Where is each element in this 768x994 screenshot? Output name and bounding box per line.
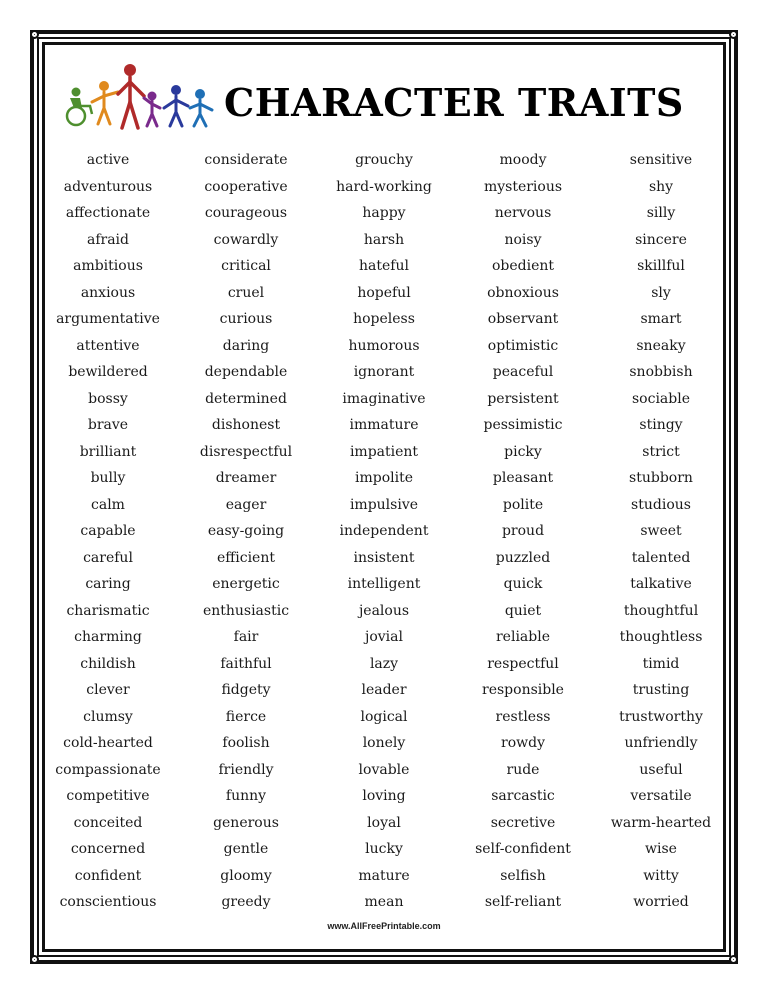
trait-word: grouchy [355, 152, 413, 168]
trait-word: restless [495, 708, 551, 725]
trait-word: fair [233, 629, 259, 645]
trait-word: worried [633, 894, 689, 910]
trait-word: loving [362, 788, 406, 804]
trait-word: hopeful [357, 284, 411, 301]
trait-word: determined [205, 390, 287, 407]
trait-word: jovial [365, 629, 403, 645]
trait-word: polite [502, 496, 544, 513]
trait-word: humorous [348, 337, 420, 354]
trait-word: charming [74, 629, 142, 645]
trait-word: impolite [354, 470, 413, 486]
trait-word: warm-hearted [610, 814, 712, 831]
trait-word: dependable [204, 364, 288, 380]
trait-word: concerned [70, 841, 146, 857]
trait-word: courageous [204, 205, 288, 221]
word-column [453, 148, 593, 917]
trait-word: snobbish [629, 364, 693, 380]
trait-word: conceited [73, 814, 143, 831]
trait-word: curious [219, 311, 273, 327]
trait-word: jealous [358, 602, 410, 619]
trait-word: fierce [225, 708, 267, 725]
trait-word: greedy [221, 894, 271, 910]
trait-word: lovable [358, 761, 410, 778]
trait-word: hateful [359, 258, 409, 274]
trait-word: bewildered [68, 364, 148, 380]
corner-ornament [30, 955, 39, 964]
trait-word: brilliant [79, 443, 137, 460]
word-column [314, 148, 454, 917]
trait-word: argumentative [56, 311, 160, 327]
trait-word: active [86, 152, 130, 168]
trait-word: competitive [66, 788, 150, 804]
trait-word: impulsive [349, 496, 419, 513]
trait-word: cooperative [204, 178, 288, 195]
trait-word: friendly [218, 761, 274, 778]
trait-word: witty [643, 867, 679, 884]
family-figures-icon [64, 62, 216, 132]
trait-word: noisy [504, 231, 542, 248]
trait-word: sarcastic [491, 788, 555, 804]
trait-word: mean [364, 894, 404, 910]
trait-word: logical [360, 708, 408, 725]
trait-word: harsh [363, 231, 405, 248]
trait-word: generous [213, 814, 279, 831]
trait-word: trustworthy [619, 708, 703, 725]
trait-word: timid [642, 655, 680, 672]
wheelchair-figure [67, 88, 92, 125]
trait-word: cowardly [213, 231, 279, 248]
child-figure [92, 81, 118, 124]
trait-word: clever [86, 682, 130, 698]
trait-word: bossy [88, 390, 128, 407]
trait-word: critical [221, 258, 271, 274]
trait-word: foolish [222, 735, 270, 751]
trait-word: cold-hearted [63, 735, 153, 751]
trait-word: responsible [482, 682, 564, 698]
corner-ornament [30, 30, 39, 39]
word-column [176, 148, 316, 917]
trait-word: capable [80, 523, 136, 539]
trait-word: dishonest [211, 417, 281, 433]
trait-word: lucky [365, 841, 403, 857]
trait-word: sincere [635, 231, 687, 248]
trait-word: thoughtful [623, 602, 699, 619]
trait-word: persistent [487, 390, 559, 407]
trait-word: thoughtless [619, 629, 703, 645]
word-column [38, 148, 178, 917]
trait-word: funny [225, 788, 267, 804]
trait-word: picky [504, 443, 542, 460]
trait-word: immature [349, 417, 419, 433]
trait-word: fidgety [221, 682, 271, 698]
trait-word: anxious [80, 284, 136, 301]
corner-ornament [729, 955, 738, 964]
trait-word: unfriendly [624, 735, 698, 751]
trait-word: imaginative [342, 390, 426, 407]
child-figure [144, 92, 160, 127]
trait-word: daring [222, 337, 270, 354]
trait-word: strict [642, 443, 680, 460]
trait-word: peaceful [492, 364, 554, 380]
trait-word: considerate [204, 152, 288, 168]
trait-word: secretive [490, 814, 556, 831]
trait-word: ambitious [73, 258, 143, 274]
trait-word: childish [80, 655, 136, 672]
child-figure [164, 85, 188, 126]
trait-word: puzzled [495, 549, 551, 566]
trait-word: rowdy [501, 735, 545, 751]
adult-figure [118, 64, 144, 128]
trait-word: talkative [630, 576, 692, 592]
trait-word: confident [74, 867, 142, 884]
trait-word: quiet [504, 602, 542, 619]
trait-word: caring [85, 576, 131, 592]
trait-word: observant [487, 311, 559, 327]
trait-word: proud [501, 523, 545, 539]
corner-ornament [729, 30, 738, 39]
trait-word: hard-working [336, 178, 432, 195]
trait-word: calm [91, 496, 125, 513]
trait-word: obnoxious [487, 284, 559, 301]
trait-word: enthusiastic [202, 602, 290, 619]
trait-word: afraid [86, 231, 129, 248]
trait-word: sweet [640, 523, 682, 539]
trait-word: careful [83, 549, 133, 566]
trait-word: ignorant [353, 364, 415, 380]
trait-word: brave [87, 417, 129, 433]
trait-word: pleasant [492, 470, 554, 486]
trait-word: disrespectful [199, 443, 293, 460]
trait-word: optimistic [487, 337, 559, 354]
trait-word: lazy [369, 655, 399, 672]
trait-word: respectful [487, 655, 559, 672]
trait-word: charismatic [66, 602, 150, 619]
trait-word: gloomy [220, 867, 272, 884]
trait-word: quick [503, 576, 543, 592]
trait-word: wise [645, 841, 677, 857]
trait-word: easy-going [207, 523, 285, 539]
trait-word: happy [362, 205, 406, 221]
trait-word: skillful [637, 258, 685, 274]
trait-word: nervous [494, 205, 552, 221]
trait-word: smart [640, 311, 682, 327]
trait-word: lonely [362, 735, 406, 751]
trait-word: sensitive [629, 152, 693, 168]
trait-word: leader [361, 682, 407, 698]
trait-word: insistent [353, 549, 415, 566]
trait-word: independent [339, 523, 429, 539]
trait-word: trusting [632, 682, 690, 698]
trait-word: faithful [220, 655, 272, 672]
trait-word: shy [648, 178, 674, 195]
trait-word: sly [651, 284, 671, 301]
traits-word-list [38, 148, 730, 918]
trait-word: attentive [76, 337, 140, 354]
trait-word: efficient [217, 549, 275, 566]
trait-word: self-reliant [484, 894, 562, 910]
child-figure [190, 89, 212, 126]
trait-word: obedient [491, 258, 555, 274]
trait-word: bully [90, 470, 126, 486]
trait-word: studious [631, 496, 691, 513]
trait-word: useful [639, 761, 683, 778]
trait-word: selfish [500, 867, 546, 884]
trait-word: self-confident [475, 841, 571, 857]
trait-word: pessimistic [483, 417, 563, 433]
trait-word: dreamer [215, 470, 277, 486]
trait-word: loyal [367, 814, 401, 831]
trait-word: energetic [212, 576, 280, 592]
trait-word: impatient [349, 443, 419, 460]
trait-word: stingy [639, 417, 683, 433]
trait-word: talented [631, 549, 691, 566]
trait-word: mysterious [483, 178, 563, 195]
trait-word: stubborn [629, 470, 693, 486]
trait-word: moody [499, 152, 547, 168]
page-title: CHARACTER TRAITS [224, 80, 684, 125]
trait-word: rude [506, 761, 540, 778]
trait-word: versatile [630, 788, 692, 804]
footer-website: www.AllFreePrintable.com [327, 921, 441, 931]
trait-word: conscientious [59, 894, 157, 910]
trait-word: affectionate [65, 205, 151, 221]
trait-word: sneaky [636, 337, 686, 354]
trait-word: cruel [227, 284, 265, 301]
trait-word: intelligent [347, 576, 421, 592]
trait-word: mature [358, 867, 410, 884]
trait-word: adventurous [63, 178, 153, 195]
trait-word: clumsy [83, 708, 133, 725]
trait-word: compassionate [55, 761, 161, 778]
trait-word: sociable [631, 390, 690, 407]
word-column [591, 148, 731, 917]
trait-word: reliable [495, 629, 550, 645]
trait-word: eager [225, 496, 267, 513]
trait-word: hopeless [353, 311, 415, 327]
trait-word: gentle [223, 841, 269, 857]
trait-word: silly [646, 205, 676, 221]
